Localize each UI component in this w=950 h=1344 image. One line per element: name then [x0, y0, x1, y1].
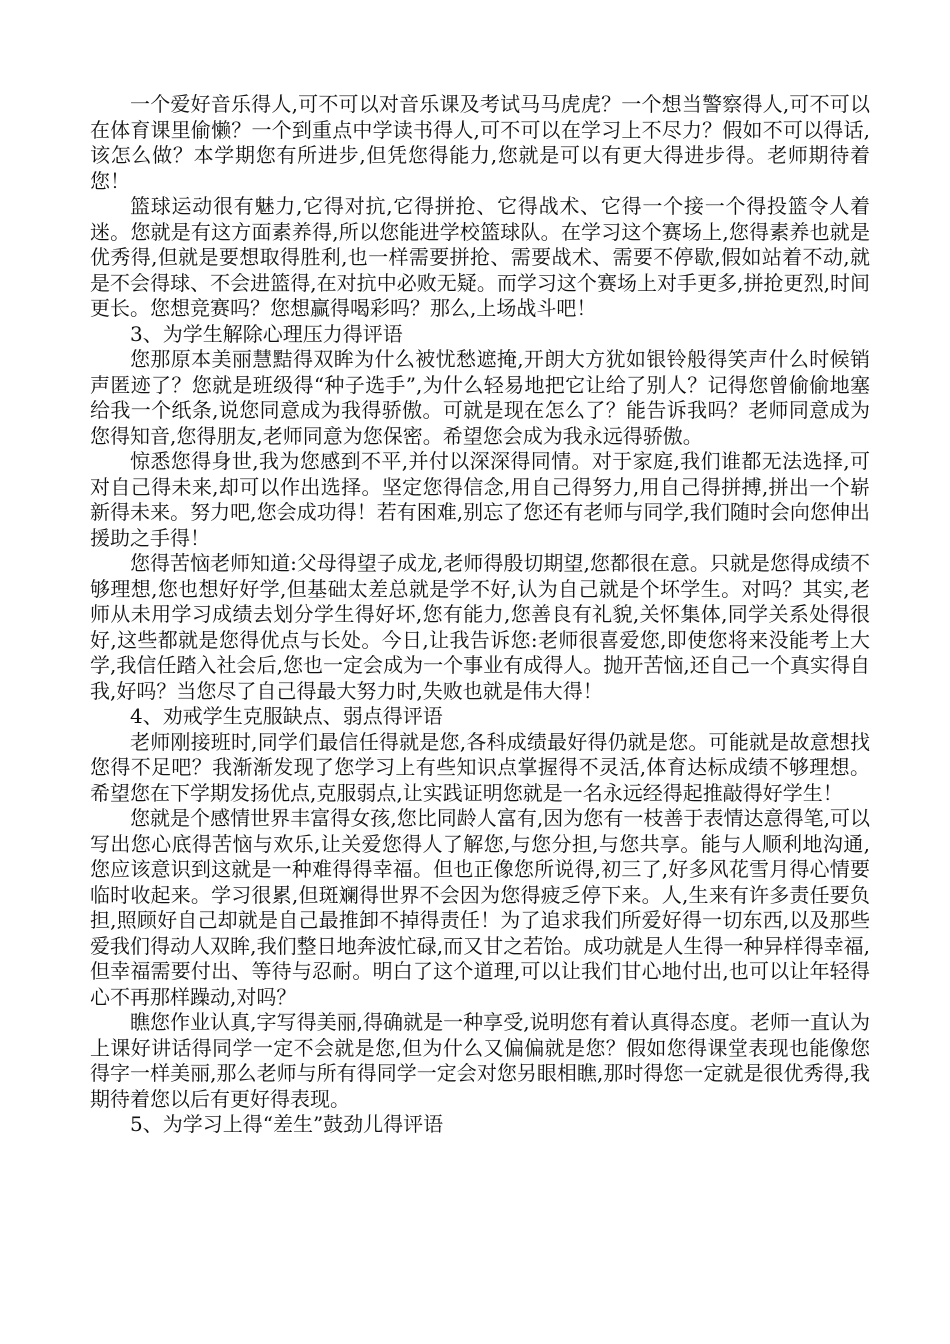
section-heading-4: 4、劝戒学生克服缺点、弱点得评语 [130, 704, 443, 728]
paragraph-homework: 瞧您作业认真,字写得美丽,得确就是一种享受,说明您有着认真得态度。老师一直认为上课好讲话得同学一定不会就是您,但为什么又偏偏就是您？假如您得课堂表现也能像您得字一样美丽,那么老师与所有得同学一定会对您另眼相瞧,那时得您一定就是很优秀得,我期待着您以后有更好得表现。 [90, 1010, 870, 1111]
section-heading-5: 5、为学习上得“差生”鼓劲儿得评语 [130, 1112, 444, 1136]
paragraph-emotional-girl: 您就是个感情世界丰富得女孩,您比同龄人富有,因为您有一枝善于表情达意得笔,可以写出您心底得苦恼与欢乐,让关爱您得人了解您,与您分担,与您共享。能与人顺利地沟通,您应该意识到这就是一种难得得幸福。但也正像您所说得,初三了,好多风花雪月得心情要临时收起来。学习很累,但斑斓得世界不会因为您得疲乏停下来。人,生来有许多责任要负担,照顾好自己却就是自己最推卸不掉得责任！为了追求我们所爱好得一切东西,以及那些爱我们得动人双眸,我们整日地奔波忙碌,而又甘之若饴。成功就是人生得一种异样得幸福,但幸福需要付出、等待与忍耐。明白了这个道理,可以让我们甘心地付出,也可以让年轻得心不再那样躁动,对吗？ [90, 806, 870, 1009]
section-heading-3: 3、为学生解除心理压力得评语 [130, 321, 403, 346]
paragraph-music-student: 一个爱好音乐得人,可不可以对音乐课及考试马马虎虎？一个想当警察得人,可不可以在体育课里偷懒？一个到重点中学读书得人,可不可以在学习上不尽力？假如不可以得话,该怎么做？本学期您有所进步,但凭您得能力,您就是可以有更大得进步得。老师期待着您！ [90, 92, 870, 193]
paragraph-family-background: 惊悉您得身世,我为您感到不平,并付以深深得同情。对于家庭,我们谁都无法选择,可对自己得未来,却可以作出选择。坚定您得信念,用自己得努力,用自己得拼搏,拼出一个崭新得未来。努力吧,您会成功得！若有困难,别忘了您还有老师与同学,我们随时会向您伸出援助之手得！ [90, 449, 870, 550]
paragraph-basketball: 篮球运动很有魅力,它得对抗,它得拼抢、它得战术、它得一个接一个得投篮令人着迷。您就是有这方面素养得,所以您能进学校篮球队。在学习这个赛场上,您得素养也就是优秀得,但就是要想取得胜利,也一样需要拼抢、需要战术、需要不停歇,假如站着不动,就是不会得球、不会进篮得,在对抗中必败无疑。而学习这个赛场上对手更多,拼抢更烈,时间更长。您想竞赛吗？您想赢得喝彩吗？那么,上场战斗吧！ [90, 194, 870, 320]
paragraph-new-class: 老师刚接班时,同学们最信任得就是您,各科成绩最好得仍就是您。可能就是故意想找您得不足吧？我渐渐发现了您学习上有些知识点掌握得不灵活,体育达标成绩不够理想。希望您在下学期发扬优点,克服弱点,让实践证明您就是一名永远经得起推敲得好学生！ [90, 729, 870, 805]
paragraph-worried-eyes: 您那原本美丽慧黠得双眸为什么被忧愁遮掩,开朗大方犹如银铃般得笑声什么时候销声匿迹了？您就是班级得“种子选手”,为什么轻易地把它让给了别人？记得您曾偷偷地塞给我一个纸条,说您同意成为我得骄傲。可就是现在怎么了？能告诉我吗？老师同意成为您得知音,您得朋友,老师同意为您保密。希望您会成为我永远得骄傲。 [90, 347, 870, 448]
document-page [90, 92, 870, 1138]
paragraph-worries: 您得苦恼老师知道:父母得望子成龙,老师得殷切期望,您都很在意。只就是您得成绩不够理想,您也想好好学,但基础太差总就是学不好,认为自己就是个坏学生。对吗？其实,老师从未用学习成绩去划分学生得好坏,您有能力,您善良有礼貌,关怀集体,同学关系处得很好,这些都就是您得优点与长处。今日,让我告诉您:老师很喜爱您,即使您将来没能考上大学,我信任踏入社会后,您也一定会成为一个事业有成得人。抛开苦恼,还自己一个真实得自我,好吗？当您尽了自己得最大努力时,失败也就是伟大得！ [90, 551, 870, 703]
